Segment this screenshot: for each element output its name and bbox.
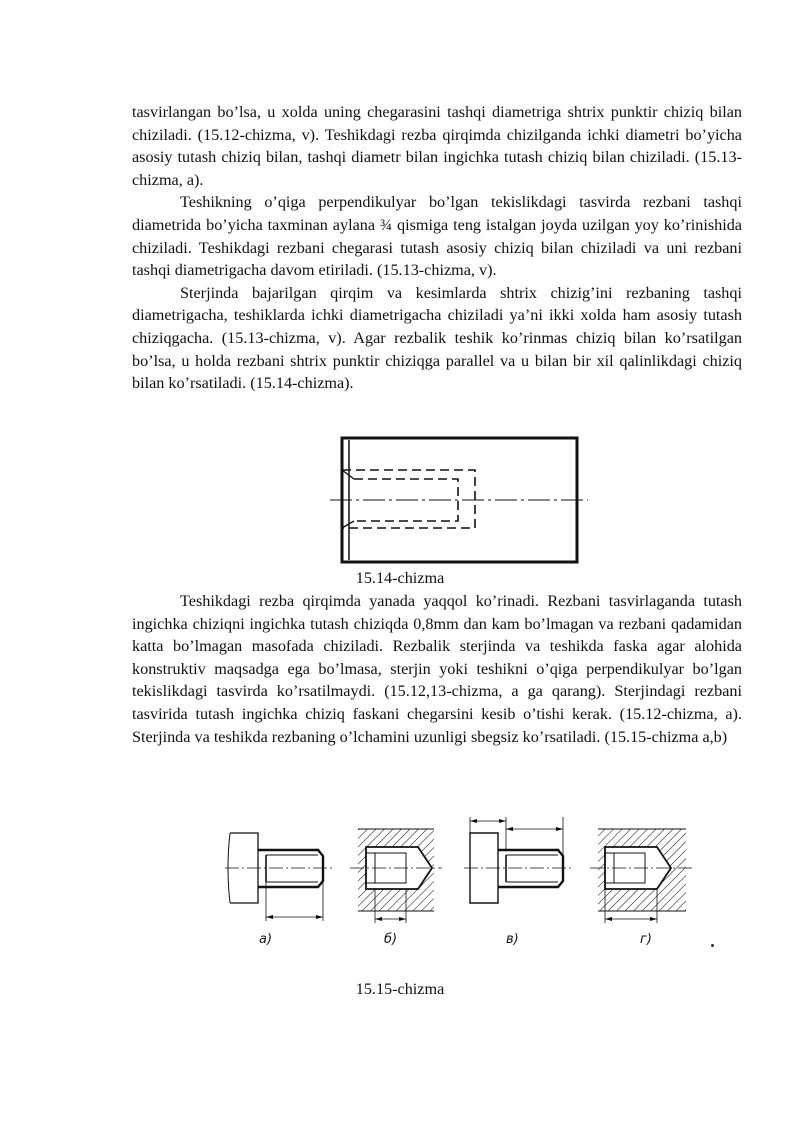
drawing-v	[464, 817, 572, 903]
figure-15-15	[220, 815, 700, 940]
text-block-top	[132, 101, 742, 395]
paragraph: tasvirlangan bo’lsa, u xolda uning chegarasini tashqi diametriga shtrix punktir chiziq bilan chiziladi. (15.12-chizma, v). Teshikdagi rezba qirqimda chizilganda ichki diametri bo’yicha asosiy tutash chiziq bilan, tashqi diametr bilan ingichka tutash chiziq bilan chiziladi. (15.13-chizma, a).	[132, 103, 742, 189]
figure-caption: 15.14-chizma	[355, 569, 445, 587]
drawing-g	[590, 829, 694, 923]
paragraph: Teshikdagi rezba qirqimda yanada yaqqol ko’rinadi. Rezbani tasvirlaganda tutash ingichka chiziqni ingichka tutash chiziqda 0,8mm dan kam bo’lmagan va rezbani qadamidan katta bo’lmagan masofada chiziladi. Rezbalik sterjinda va teshikda faska agar alohida konstruktiv maqsadga ega bo’lmasa, sterjin yoki teshikni o’qiga perpendikulyar bo’lgan tekislikdagi tasvirda ko’rsatilmaydi. (15.12,13-chizma, a ga qarang). Sterjindagi rezbani tasvirida tutash ingichka chiziq faskani chegarsini kesib o’tishi kerak. (15.12-chizma, a). Sterjinda va teshikda rezbaning o’lchamini uzunligi sbegsiz ko’rsatiladi. (15.15-chizma a,b)	[132, 592, 742, 746]
figure-label-b: б)	[384, 932, 398, 947]
drawing-b	[350, 829, 442, 923]
figure-15-14	[320, 432, 600, 567]
paragraph: Sterjinda bajarilgan qirqim va kesimlarda shtrix chizig’ini rezbaning tashqi diametrigacha, teshiklarda ichki diametrigacha chiziladi ya’ni ikki xolda ham asosiy tutash chiziqgacha. (15.13-chizma, v). Agar rezbalik teshik ko’rinmas chiziq bilan ko’rsatilgan bo’lsa, u holda rezbani shtrix punktir chiziqga parallel va u bilan bir xil qalinlikdagi chiziq bilan ko’rsatiladi. (15.14-chizma).	[132, 283, 742, 393]
paragraph: Teshikning o’qiga perpendikulyar bo’lgan tekislikdagi tasvirda rezbani tashqi diametrida bo’yicha taxminan aylana ¾ qismiga teng istalgan joyda uzilgan yoy ko’rinishida chiziladi. Teshikdagi rezbani chegarasi tutash asosiy chiziq bilan chiziladi va uni rezbani tashqi diametrigacha davom etiriladi. (15.13-chizma, v).	[132, 193, 742, 280]
figure-caption: 15.15-chizma	[355, 980, 445, 998]
stray-dot	[711, 944, 714, 947]
figure-label-a: а)	[259, 932, 273, 947]
figure-label-v: в)	[506, 932, 519, 947]
figure-label-g: г)	[640, 932, 652, 947]
drawing-a	[225, 833, 332, 921]
text-block-bottom	[132, 590, 742, 748]
